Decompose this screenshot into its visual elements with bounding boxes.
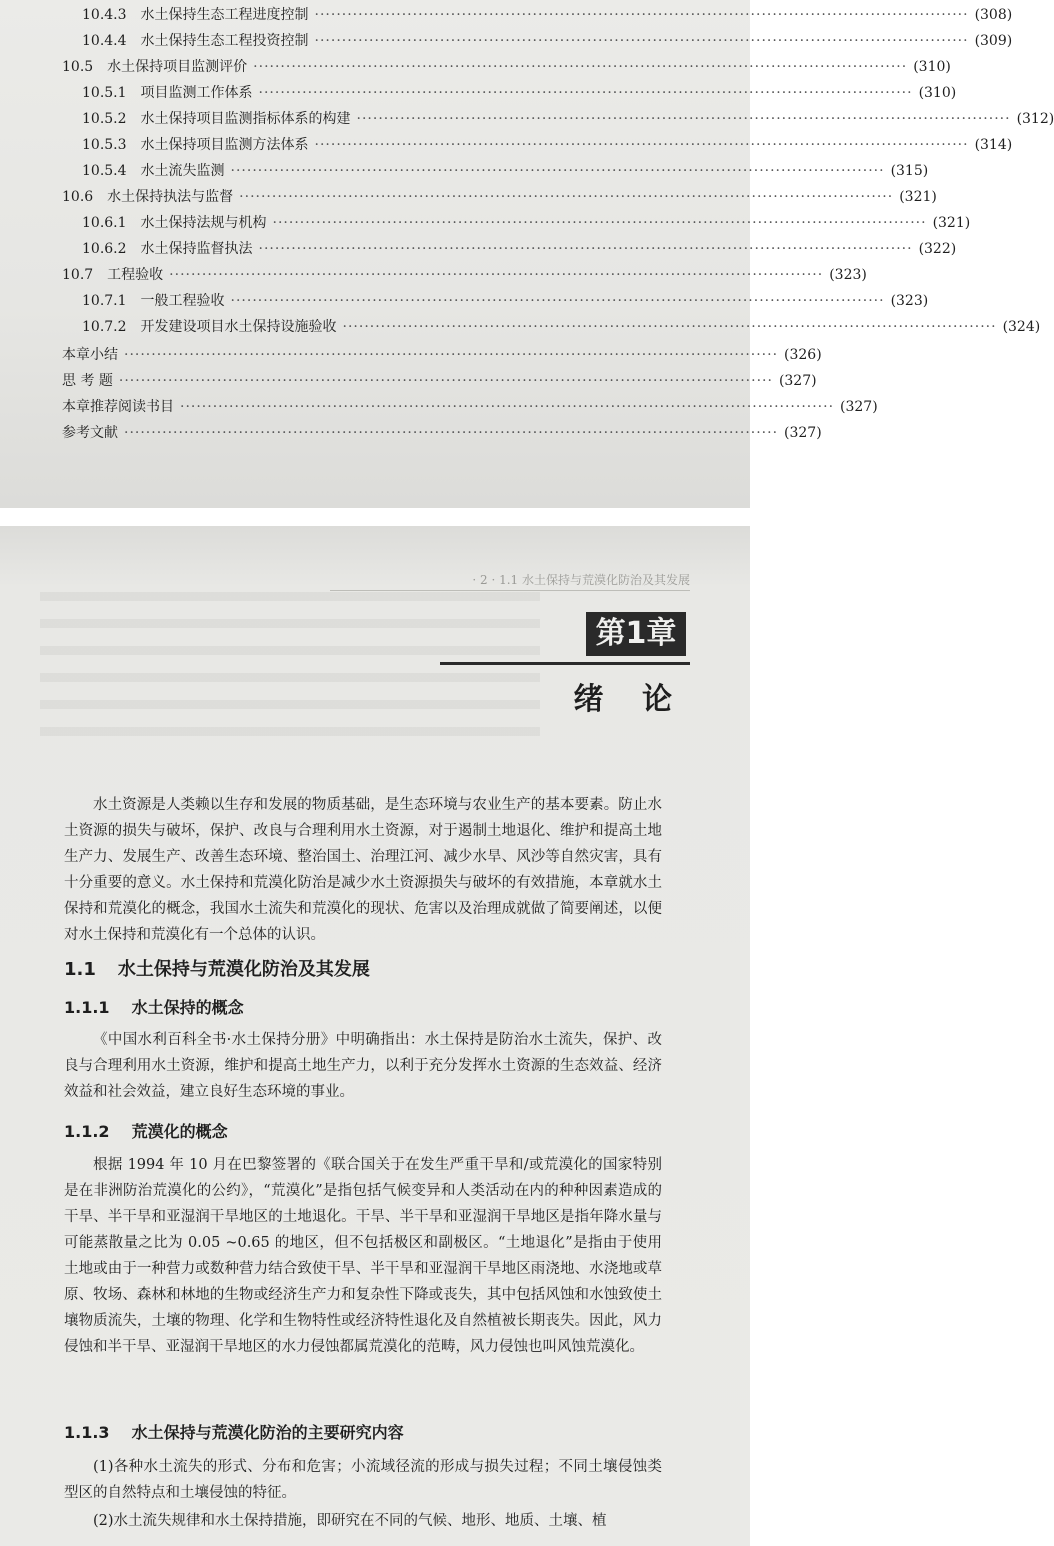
toc-page-number: (322) <box>918 241 957 257</box>
toc-number: 10.6 <box>62 189 94 205</box>
toc-title: 一般工程验收 <box>140 293 225 309</box>
toc-page-number: (309) <box>974 33 1013 49</box>
toc-leader-dots: ························································································································ <box>342 319 997 335</box>
toc-row <box>82 210 971 236</box>
toc-title: 水土流失监测 <box>140 163 225 179</box>
toc-page-number: (310) <box>918 85 957 101</box>
section-heading-1-1 <box>64 955 370 981</box>
toc-title: 思 考 题 <box>62 373 113 389</box>
toc-number: 10.6.1 <box>82 215 127 231</box>
toc-leader-dots: ························································································································ <box>124 347 779 363</box>
intro-paragraph: 水土资源是人类赖以生存和发展的物质基础，是生态环境与农业生产的基本要素。防止水土资源的损失与破坏，保护、改良与合理利用水土资源，对于遏制土地退化、维护和提高土地生产力、发展生产、改善生态环境、整治国土、治理江河、减少水旱、风沙等自然灾害，具有十分重要的意义。水土保持和荒漠化防治是减少水土资源损失与破坏的有效措施，本章就水土保持和荒漠化的概念，我国水土流失和荒漠化的现状、危害以及治理成就做了简要阐述，以便对水土保持和荒漠化有一个总体的认识。 <box>64 797 662 943</box>
paragraph-1-1-2: 根据 1994 年 10 月在巴黎签署的《联合国关于在发生严重干旱和/或荒漠化的国家特别是在非洲防治荒漠化的公约》，“荒漠化”是指包括气候变异和人类活动在内的种种因素造成的干旱、半干旱和亚湿润干旱地区的土地退化。干旱、半干旱和亚湿润干旱地区是指年降水量与可能蒸散量之比为 0.05 ~0.65 的地区，但不包括极区和副极区。“土地退化”是指由于使用土地或由于一种营力或数种营力结合致使干旱、半干旱和亚湿润干旱地区雨浇地、水浇地或草原、牧场、森林和林地的生物或经济生产力和复杂性下降或丧失，其中包括风蚀和水蚀致使土壤物质流失，土壤的物理、化学和生物特性或经济特性退化及自然植被长期丧失。因此，风力侵蚀和半干旱、亚湿润干旱地区的水力侵蚀都属荒漠化的范畴，风力侵蚀也叫风蚀荒漠化。 <box>64 1157 662 1355</box>
toc-row <box>62 394 878 420</box>
toc-title: 水土保持生态工程投资控制 <box>140 33 309 49</box>
toc-page-number: (323) <box>829 267 867 283</box>
toc-number: 10.5.3 <box>82 137 127 153</box>
toc-row <box>62 368 817 394</box>
toc-leader-dots: ························································································································ <box>118 373 773 389</box>
toc-page-number: (324) <box>1002 319 1041 335</box>
toc-page-number: (321) <box>932 215 971 231</box>
section-number: 1.1.1 <box>64 998 110 1017</box>
toc-row <box>62 342 822 368</box>
section-number: 1.1 <box>64 959 96 980</box>
toc-page-number: (327) <box>840 399 878 415</box>
toc-row <box>62 184 937 210</box>
toc-number: 10.4.4 <box>82 33 127 49</box>
toc-leader-dots: ························································································································ <box>169 267 824 283</box>
toc-title: 水土保持执法与监督 <box>107 189 234 205</box>
toc-title: 本章推荐阅读书目 <box>62 399 174 415</box>
toc-row <box>82 2 1013 28</box>
toc-row <box>62 420 822 446</box>
toc-leader-dots: ························································································································ <box>124 425 779 441</box>
toc-leader-dots: ························································································································ <box>230 293 885 309</box>
toc-title: 参考文献 <box>62 425 118 441</box>
toc-page-number: (327) <box>784 425 822 441</box>
section-title: 水土保持的概念 <box>131 998 244 1017</box>
toc-page-number: (321) <box>899 189 937 205</box>
page-gap <box>0 508 750 526</box>
section-title: 水土保持与荒漠化防治的主要研究内容 <box>131 1423 404 1442</box>
toc-leader-dots: ························································································································ <box>314 137 969 153</box>
toc-row <box>82 106 1054 132</box>
toc-row <box>82 132 1013 158</box>
paragraph-1-1-1: 《中国水利百科全书·水土保持分册》中明确指出：水土保持是防治水土流失，保护、改良与合理利用水土资源，维护和提高土地生产力，以利于充分发挥水土资源的生态效益、经济效益和社会效益，建立良好生态环境的事业。 <box>64 1032 662 1100</box>
toc-title: 水土保持监督执法 <box>140 241 253 257</box>
toc-number: 10.7.2 <box>82 319 127 335</box>
toc-page <box>0 0 1054 508</box>
section-title: 水土保持与荒漠化防治及其发展 <box>117 959 370 980</box>
toc-title: 水土保持项目监测评价 <box>107 59 248 75</box>
section-heading-1-1-3 <box>64 1420 404 1443</box>
toc-row <box>62 262 867 288</box>
toc-leader-dots: ························································································································ <box>258 241 913 257</box>
toc-page-number: (308) <box>974 7 1013 23</box>
bleed-through-text <box>40 592 540 752</box>
toc-leader-dots: ························································································································ <box>180 399 835 415</box>
section-heading-1-1-2 <box>64 1119 228 1142</box>
list-item-1: (1)各种水土流失的形式、分布和危害；小流域径流的形成与损失过程；不同土壤侵蚀类型区的自然特点和土壤侵蚀的特征。 <box>64 1459 662 1501</box>
toc-title: 水土保持法规与机构 <box>140 215 267 231</box>
toc-page-number: (314) <box>974 137 1013 153</box>
toc-leader-dots: ························································································································ <box>239 189 894 205</box>
chapter-label: 第1章 <box>586 612 686 656</box>
toc-leader-dots: ························································································································ <box>356 111 1011 127</box>
section-number: 1.1.2 <box>64 1122 110 1141</box>
toc-number: 10.5.1 <box>82 85 127 101</box>
section-number: 1.1.3 <box>64 1423 110 1442</box>
chapter-rule <box>440 662 690 665</box>
toc-leader-dots: ························································································································ <box>314 33 969 49</box>
toc-title: 工程验收 <box>107 267 164 283</box>
toc-number: 10.7 <box>62 267 94 283</box>
toc-page-number: (323) <box>890 293 929 309</box>
toc-leader-dots: ························································································································ <box>230 163 885 179</box>
toc-row <box>82 288 929 314</box>
toc-number: 10.4.3 <box>82 7 127 23</box>
toc-number: 10.5.4 <box>82 163 127 179</box>
toc-row <box>82 28 1013 54</box>
section-title: 荒漠化的概念 <box>131 1122 228 1141</box>
toc-page-number: (310) <box>913 59 951 75</box>
toc-leader-dots: ························································································································ <box>272 215 927 231</box>
toc-title: 项目监测工作体系 <box>140 85 253 101</box>
running-head: · 2 · 1.1 水土保持与荒漠化防治及其发展 <box>330 570 690 591</box>
toc-row <box>62 54 951 80</box>
toc-row <box>82 80 957 106</box>
toc-title: 水土保持生态工程进度控制 <box>140 7 309 23</box>
toc-number: 10.7.1 <box>82 293 127 309</box>
toc-row <box>82 158 929 184</box>
toc-page-number: (315) <box>890 163 929 179</box>
toc-number: 10.6.2 <box>82 241 127 257</box>
toc-leader-dots: ························································································································ <box>258 85 913 101</box>
list-item-2: (2)水土流失规律和水土保持措施，即研究在不同的气候、地形、地质、土壤、植 <box>93 1513 607 1529</box>
toc-page-number: (312) <box>1016 111 1054 127</box>
chapter-page <box>0 526 750 1546</box>
toc-page-number: (326) <box>784 347 822 363</box>
toc-row <box>82 236 957 262</box>
toc-number: 10.5.2 <box>82 111 127 127</box>
toc-title: 本章小结 <box>62 347 118 363</box>
toc-page-number: (327) <box>778 373 817 389</box>
section-heading-1-1-1 <box>64 995 244 1018</box>
toc-number: 10.5 <box>62 59 94 75</box>
toc-row <box>82 314 1041 340</box>
toc-leader-dots: ························································································································ <box>314 7 969 23</box>
chapter-title: 绪 论 <box>573 682 686 717</box>
toc-title: 水土保持项目监测指标体系的构建 <box>140 111 351 127</box>
toc-leader-dots: ························································································································ <box>253 59 908 75</box>
toc-title: 水土保持项目监测方法体系 <box>140 137 309 153</box>
toc-title: 开发建设项目水土保持设施验收 <box>140 319 337 335</box>
